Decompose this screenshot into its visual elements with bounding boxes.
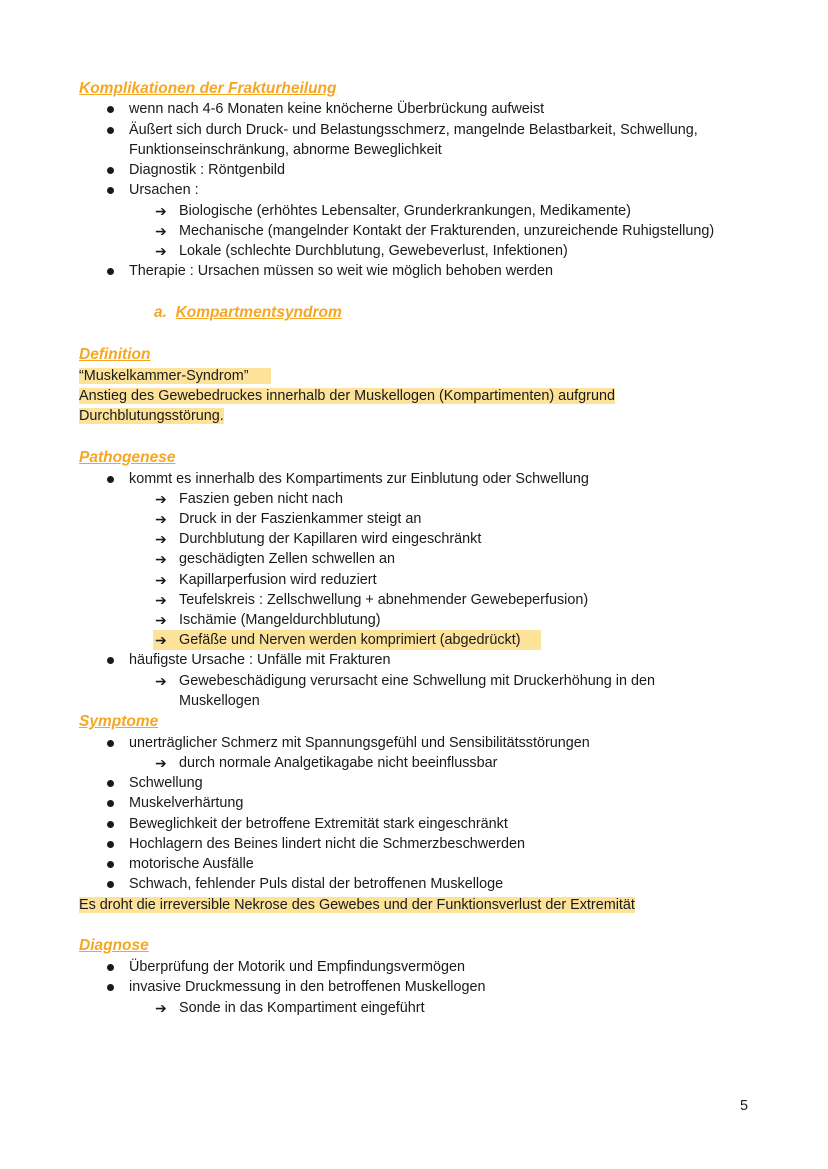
bullet [107, 740, 114, 747]
bullet [107, 984, 114, 991]
sub-list-item-continuation: Muskellogen [179, 693, 260, 709]
list-item: motorische Ausfälle [129, 856, 254, 872]
subsection-heading [154, 303, 342, 323]
arrow-icon: ➔ [155, 592, 167, 608]
heading-symptome: Symptome [79, 713, 159, 730]
subsection-marker: a. [154, 304, 167, 321]
subsection-title: Kompartmentsyndrom [175, 304, 342, 321]
heading-definition: Definition [79, 346, 151, 363]
list-item: Schwellung [129, 775, 203, 791]
bullet [107, 476, 114, 483]
sub-list-item: Durchblutung der Kapillaren wird eingeschränkt [179, 531, 482, 547]
sub-list-item: Lokale (schlechte Durchblutung, Gewebeverlust, Infektionen) [179, 243, 568, 259]
arrow-icon: ➔ [155, 243, 167, 259]
sub-list-item: Druck in der Faszienkammer steigt an [179, 511, 422, 527]
bullet [107, 167, 114, 174]
bullet [107, 821, 114, 828]
list-item: Ursachen : [129, 182, 199, 198]
list-item: häufigste Ursache : Unfälle mit Frakturen [129, 652, 391, 668]
bullet [107, 780, 114, 787]
sub-list-item: Ischämie (Mangeldurchblutung) [179, 612, 381, 628]
sub-list-item: geschädigten Zellen schwellen an [179, 551, 396, 567]
bullet [107, 964, 114, 971]
arrow-icon: ➔ [155, 673, 167, 689]
bullet [107, 881, 114, 888]
arrow-icon: ➔ [155, 551, 167, 567]
sub-list-item: Faszien geben nicht nach [179, 491, 344, 507]
arrow-icon: ➔ [155, 1000, 167, 1016]
arrow-icon: ➔ [155, 511, 167, 527]
arrow-icon: ➔ [155, 223, 167, 239]
heading-komplikationen: Komplikationen der Frakturheilung [79, 80, 337, 97]
sub-list-item: Kapillarperfusion wird reduziert [179, 572, 377, 588]
bullet [107, 657, 114, 664]
highlighted-sub-list-item: ➔ Gefäße und Nerven werden komprimiert (abgedrückt) [153, 630, 541, 650]
list-item: unerträglicher Schmerz mit Spannungsgefühl und Sensibilitätsstörungen [129, 735, 590, 751]
bullet [107, 861, 114, 868]
bullet [107, 268, 114, 275]
sub-list-item: Gewebeschädigung verursacht eine Schwellung mit Druckerhöhung in den [179, 673, 655, 689]
list-item-continuation: Funktionseinschränkung, abnorme Beweglichkeit [129, 142, 442, 158]
bullet [107, 106, 114, 113]
bullet [107, 187, 114, 194]
list-item: Beweglichkeit der betroffene Extremität stark eingeschränkt [129, 816, 508, 832]
page-number: 5 [739, 1098, 748, 1114]
heading-diagnose: Diagnose [79, 937, 149, 954]
definition-line: Durchblutungsstörung. [79, 408, 224, 424]
sub-list-item: durch normale Analgetikagabe nicht beeinflussbar [179, 755, 498, 771]
list-item: Diagnostik : Röntgenbild [129, 162, 285, 178]
arrow-icon: ➔ [155, 612, 167, 628]
list-item: kommt es innerhalb des Kompartiments zur Einblutung oder Schwellung [129, 471, 589, 487]
sub-list-item: Teufelskreis : Zellschwellung + abnehmender Gewebeperfusion) [179, 592, 589, 608]
list-item: Äußert sich durch Druck- und Belastungsschmerz, mangelnde Belastbarkeit, Schwellung, [129, 122, 698, 138]
bullet [107, 127, 114, 134]
arrow-icon: ➔ [155, 632, 167, 648]
list-item: invasive Druckmessung in den betroffenen Muskellogen [129, 979, 486, 995]
definition-line: Anstieg des Gewebedruckes innerhalb der Muskellogen (Kompartimenten) aufgrund [79, 388, 615, 404]
definition-line: “Muskelkammer-Syndrom” [79, 366, 271, 386]
heading-pathogenese: Pathogenese [79, 449, 176, 466]
list-item: Schwach, fehlender Puls distal der betroffenen Muskelloge [129, 876, 504, 892]
sub-list-item: Biologische (erhöhtes Lebensalter, Grunderkrankungen, Medikamente) [179, 203, 631, 219]
list-item: Hochlagern des Beines lindert nicht die Schmerzbeschwerden [129, 836, 525, 852]
arrow-icon: ➔ [155, 491, 167, 507]
list-item: Muskelverhärtung [129, 795, 244, 811]
bullet [107, 800, 114, 807]
warning-line: Es droht die irreversible Nekrose des Gewebes und der Funktionsverlust der Extremität [79, 897, 635, 913]
arrow-icon: ➔ [155, 531, 167, 547]
list-item: wenn nach 4-6 Monaten keine knöcherne Überbrückung aufweist [129, 101, 545, 117]
list-item: Therapie : Ursachen müssen so weit wie möglich behoben werden [129, 263, 553, 279]
list-item: Überprüfung der Motorik und Empfindungsvermögen [129, 959, 465, 975]
arrow-icon: ➔ [155, 572, 167, 588]
arrow-icon: ➔ [155, 203, 167, 219]
arrow-icon: ➔ [155, 755, 167, 771]
sub-list-item: Sonde in das Kompartiment eingeführt [179, 1000, 425, 1016]
sub-list-item: Mechanische (mangelnder Kontakt der Frakturenden, unzureichende Ruhigstellung) [179, 223, 715, 239]
bullet [107, 841, 114, 848]
